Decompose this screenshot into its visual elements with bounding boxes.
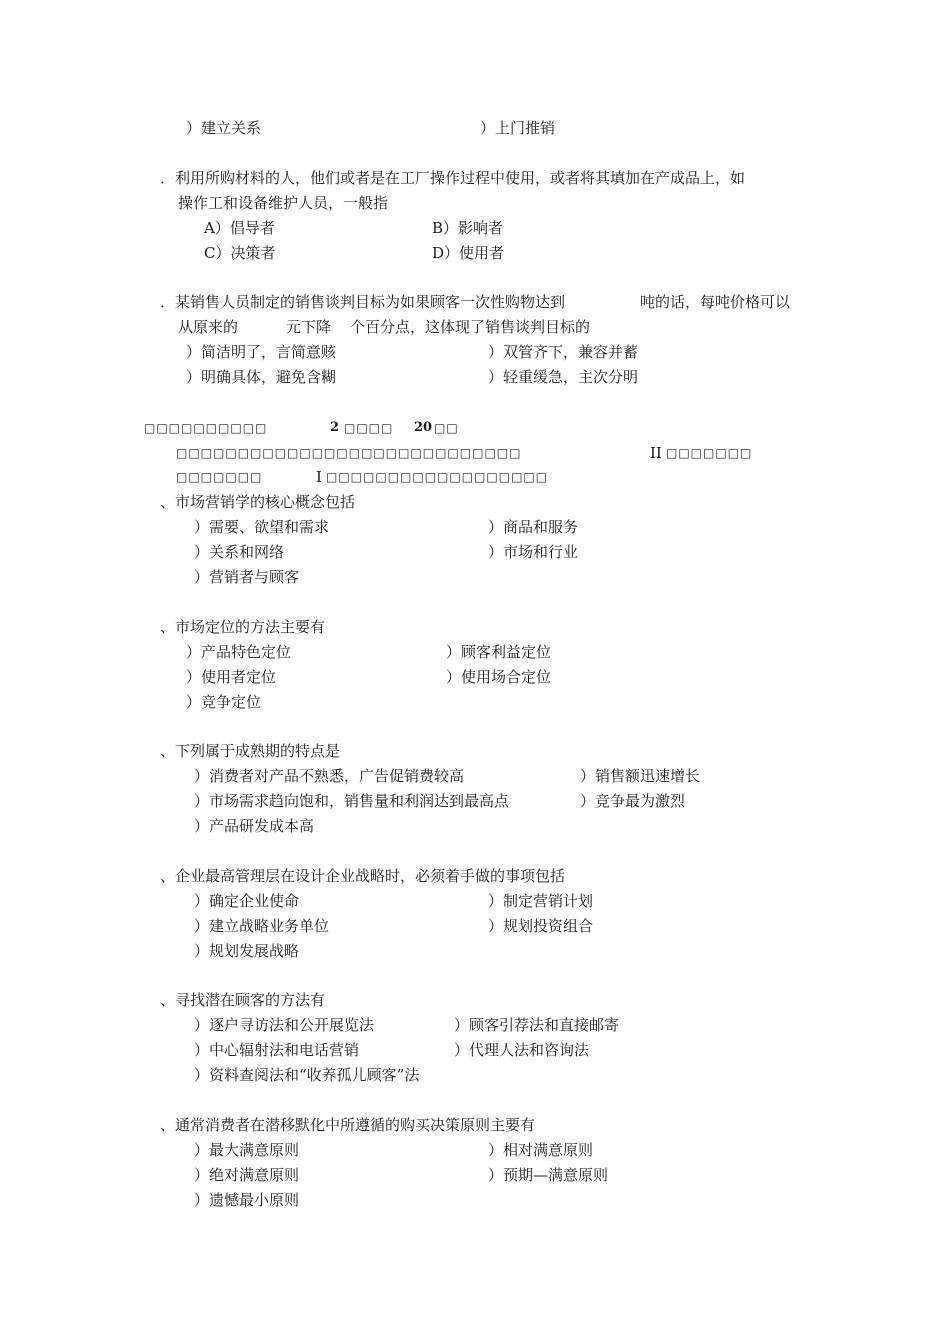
question-stem: 、下列属于成熟期的特点是 <box>160 742 341 760</box>
question-stem-line: 个百分点，这体现了销售谈判目标的 <box>350 318 591 336</box>
option-c: C）决策者 <box>204 244 276 262</box>
option-1: ）逐户寻访法和公开展览法 <box>194 1016 375 1034</box>
option-1: ）确定企业使命 <box>194 892 300 910</box>
question-stem: 、市场营销学的核心概念包括 <box>160 493 356 511</box>
option-2: ）相对满意原则 <box>488 1141 594 1159</box>
section-header-text: □□□□□□□□□□ <box>144 421 268 435</box>
option-1: ）简洁明了，言简意赅 <box>186 343 337 361</box>
option-1: ）消费者对产品不熟悉，广告促销费较高 <box>194 767 465 785</box>
section-header-text: □□ <box>434 421 459 435</box>
question-stem-line: 从原来的 <box>178 318 239 336</box>
section-instructions-roman: II <box>650 444 662 462</box>
option-2: ）双管齐下，兼容并蓄 <box>488 343 639 361</box>
option-3: ）关系和网络 <box>194 543 285 561</box>
section-header-points: 2 <box>330 420 340 435</box>
option-4: ）使用场合定位 <box>446 668 552 686</box>
option-3: ）市场需求趋向饱和，销售量和利润达到最高点 <box>194 792 510 810</box>
question-stem-line: 吨的话，每吨价格可以 <box>640 293 791 311</box>
option-d: D）使用者 <box>432 244 505 262</box>
section-header-total: 20 <box>414 420 433 435</box>
section-instructions: □□□□□□□ <box>666 446 753 460</box>
option-5: ）竞争定位 <box>186 693 262 711</box>
question-stem-line: 元下降 <box>286 318 332 336</box>
section-instructions: □□□□□□□□□□□□□□□□□□□□□□□□□□□□ <box>176 446 522 460</box>
question-stem: 、市场定位的方法主要有 <box>160 618 326 636</box>
option-3: ）中心辐射法和电话营销 <box>194 1041 360 1059</box>
option-5: ）规划发展战略 <box>194 942 300 960</box>
option-1: ）最大满意原则 <box>194 1141 300 1159</box>
option-4: ）规划投资组合 <box>488 917 594 935</box>
section-instructions: □□□□□□□□□□□□□□□□□□ <box>326 470 549 484</box>
section-instructions: □□□□□□□ <box>176 470 263 484</box>
option-5: ）产品研发成本高 <box>194 817 315 835</box>
option-5: ）资料查阅法和“收养孤儿顾客”法 <box>194 1066 420 1084</box>
section-instructions-roman: I <box>316 468 322 486</box>
question-stem: 、通常消费者在潜移默化中所遵循的购买决策原则主要有 <box>160 1116 536 1134</box>
option-4: ）竞争最为激烈 <box>580 792 686 810</box>
option-2: ）商品和服务 <box>488 518 579 536</box>
section-header-text: □□□□ <box>344 421 394 435</box>
option-3: ）使用者定位 <box>186 668 277 686</box>
option-door-to-door: ）上门推销 <box>480 119 556 137</box>
option-4: ）市场和行业 <box>488 543 579 561</box>
option-5: ）遗憾最小原则 <box>194 1191 300 1209</box>
option-a: A）倡导者 <box>204 219 275 237</box>
option-2: ）制定营销计划 <box>488 892 594 910</box>
option-build-relationship: ）建立关系 <box>186 119 262 137</box>
option-1: ）产品特色定位 <box>186 643 292 661</box>
option-3: ）建立战略业务单位 <box>194 917 330 935</box>
question-stem: 、企业最高管理层在设计企业战略时，必须着手做的事项包括 <box>160 867 566 885</box>
question-stem-line: ．某销售人员制定的销售谈判目标为如果顾客一次性购物达到 <box>160 293 566 311</box>
option-2: ）顾客引荐法和直接邮寄 <box>454 1016 620 1034</box>
option-b: B）影响者 <box>432 219 504 237</box>
question-stem-line: ．利用所购材料的人，他们或者是在工厂操作过程中使用，或者将其填加在产成品上，如 <box>160 169 746 187</box>
option-4: ）轻重缓急，主次分明 <box>488 368 639 386</box>
option-2: ）销售额迅速增长 <box>580 767 701 785</box>
option-4: ）预期—满意原则 <box>488 1166 609 1184</box>
option-1: ）需要、欲望和需求 <box>194 518 330 536</box>
question-stem: 、寻找潜在顾客的方法有 <box>160 991 326 1009</box>
question-stem-line: 操作工和设备维护人员，一般指 <box>178 194 389 212</box>
option-2: ）顾客利益定位 <box>446 643 552 661</box>
option-4: ）代理人法和咨询法 <box>454 1041 590 1059</box>
option-3: ）绝对满意原则 <box>194 1166 300 1184</box>
option-5: ）营销者与顾客 <box>194 568 300 586</box>
option-3: ）明确具体，避免含糊 <box>186 368 337 386</box>
